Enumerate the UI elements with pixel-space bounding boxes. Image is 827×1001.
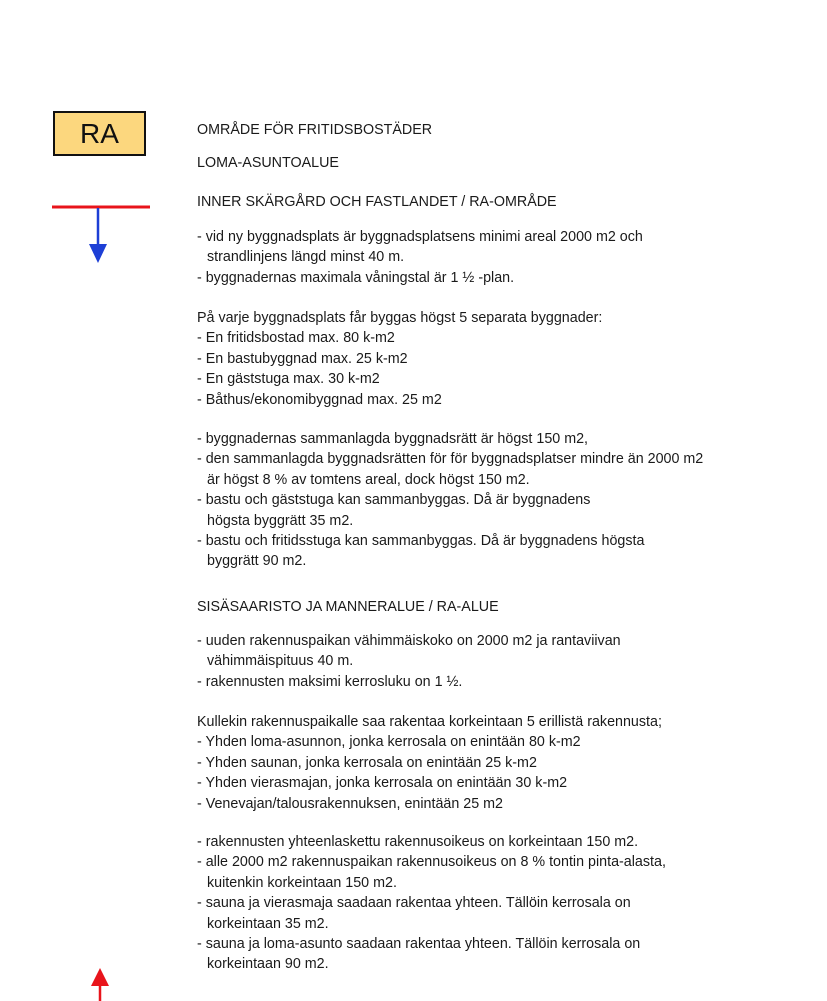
list-item: korkeintaan 35 m2. (207, 915, 329, 932)
shoreline-boundary-down-arrow-icon (52, 200, 152, 266)
zone-code-box (53, 111, 146, 156)
finnish-block-1 (197, 631, 621, 692)
list-item: - Venevajan/talousrakennuksen, enintään 25 m2 (197, 795, 504, 812)
list-item: På varje byggnadsplats får byggas högst 5 separata byggnader: (197, 310, 603, 326)
finnish-block-3 (197, 832, 666, 975)
list-item: - den sammanlagda byggnadsrätten för för byggnadsplatser mindre än 2000 m2 (197, 451, 704, 468)
list-item: - Yhden vierasmajan, jonka kerrosala on enintään 30 k-m2 (197, 775, 568, 792)
zone-code: RA (80, 117, 119, 149)
list-item: - sauna ja vierasmaja saadaan rakentaa yhteen. Tällöin kerrosala on (197, 895, 631, 912)
list-item: strandlinjens längd minst 40 m. (207, 249, 405, 266)
list-item: - alle 2000 m2 rakennuspaikan rakennusoikeus on 8 % tontin pinta-alasta, (197, 854, 666, 871)
swedish-block-3 (197, 429, 703, 572)
list-item: - rakennusten yhteenlaskettu rakennusoikeus on korkeintaan 150 m2. (197, 834, 639, 850)
list-item: - bastu och fritidsstuga kan sammanbyggas. Då är byggnadens högsta (197, 532, 645, 549)
list-item: - sauna ja loma-asunto saadaan rakentaa yhteen. Tällöin kerrosala on (197, 935, 641, 952)
list-item: - Yhden saunan, jonka kerrosala on enintään 25 k-m2 (197, 754, 537, 771)
list-item: kuitenkin korkeintaan 150 m2. (207, 874, 397, 891)
list-item: Kullekin rakennuspaikalle saa rakentaa korkeintaan 5 erillistä rakennusta; (197, 714, 662, 730)
list-item: - Yhden loma-asunnon, jonka kerrosala on enintään 80 k-m2 (197, 734, 581, 751)
finnish-block-2 (197, 712, 662, 814)
list-item: högsta byggrätt 35 m2. (207, 512, 354, 529)
list-item: - byggnadernas sammanlagda byggnadsrätt är högst 150 m2, (197, 431, 589, 447)
list-item: - Båthus/ekonomibyggnad max. 25 m2 (197, 391, 442, 408)
list-item: - En fritidsbostad max. 80 k-m2 (197, 330, 395, 347)
list-item: - bastu och gäststuga kan sammanbyggas. Då är byggnadens (197, 492, 591, 509)
swedish-block-1 (197, 227, 643, 288)
list-item: - vid ny byggnadsplats är byggnadsplatsens minimi areal 2000 m2 och (197, 229, 643, 245)
red-up-arrow-icon (86, 965, 114, 1001)
list-item: är högst 8 % av tomtens areal, dock högst 150 m2. (207, 471, 530, 488)
heading-omrade: OMRÅDE FÖR FRITIDSBOSTÄDER (197, 122, 433, 138)
list-item: - En bastubyggnad max. 25 k-m2 (197, 350, 408, 367)
list-item: vähimmäispituus 40 m. (207, 653, 354, 670)
heading-inner: INNER SKÄRGÅRD OCH FASTLANDET / RA-OMRÅDE (197, 194, 557, 210)
list-item: - uuden rakennuspaikan vähimmäiskoko on 2000 m2 ja rantaviivan (197, 633, 621, 649)
swedish-block-2 (197, 308, 602, 410)
list-item: - En gäststuga max. 30 k-m2 (197, 371, 380, 388)
list-item: - byggnadernas maximala våningstal är 1 ½ -plan. (197, 269, 515, 286)
list-item: korkeintaan 90 m2. (207, 956, 329, 973)
list-item: - rakennusten maksimi kerrosluku on 1 ½. (197, 673, 463, 690)
heading-loma: LOMA-ASUNTOALUE (197, 155, 339, 171)
list-item: byggrätt 90 m2. (207, 553, 307, 570)
heading-finnish: SISÄSAARISTO JA MANNERALUE / RA-ALUE (197, 599, 499, 615)
